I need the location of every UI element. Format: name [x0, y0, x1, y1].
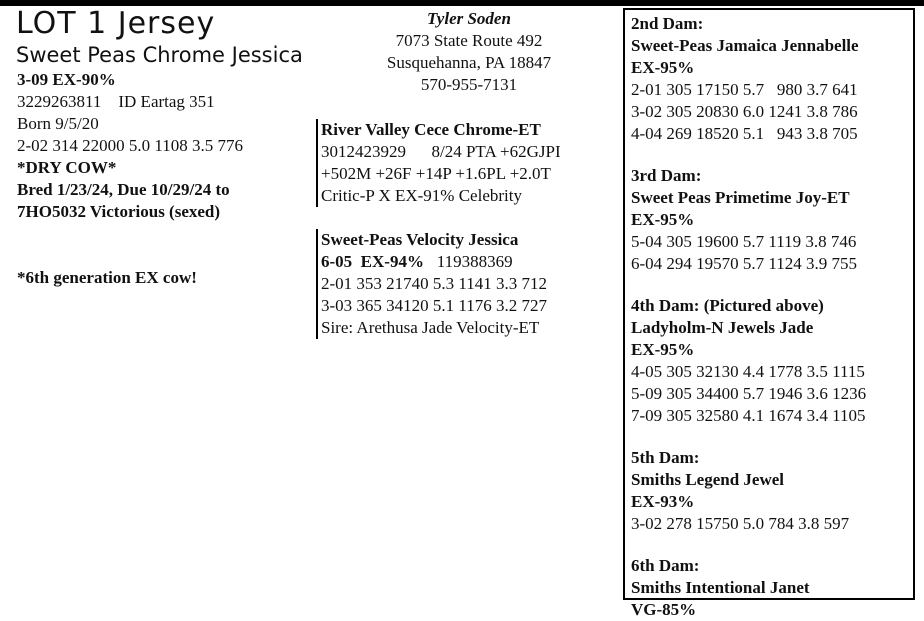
ancestor-4th-dam — [631, 295, 913, 427]
owner-address-2: Susquehanna, PA 18847 — [386, 53, 552, 72]
ancestor-class: VG-85% — [631, 600, 697, 619]
owner-name: Tyler Soden — [427, 9, 511, 28]
ancestor-record: 3-02 305 20830 6.0 1241 3.8 786 — [631, 102, 858, 121]
cow-record: 2-02 314 22000 5.0 1108 3.5 776 — [17, 136, 244, 155]
dam-id: 119388369 — [423, 252, 513, 271]
dam-block — [316, 229, 547, 339]
ancestor-record: 5-04 305 19600 5.7 1119 3.8 746 — [631, 232, 857, 251]
ancestor-3rd-dam — [631, 165, 913, 275]
ancestor-5th-dam — [631, 447, 913, 535]
ancestor-name: Sweet Peas Primetime Joy-ET — [631, 188, 850, 207]
ancestor-heading: 4th Dam: (Pictured above) — [631, 296, 824, 315]
ancestor-heading: 2nd Dam: — [631, 14, 704, 33]
cow-info — [17, 69, 243, 289]
ancestor-class: EX-95% — [631, 58, 695, 77]
ancestor-record: 2-01 305 17150 5.7 980 3.7 641 — [631, 80, 858, 99]
cow-ids: 3229263811 ID Eartag 351 — [17, 92, 215, 111]
dam-name: Sweet-Peas Velocity Jessica — [321, 230, 519, 249]
ancestor-6th-dam — [631, 555, 913, 621]
ancestor-record: 4-04 269 18520 5.1 943 3.8 705 — [631, 124, 858, 143]
sire-line-3: Critic-P X EX-91% Celebrity — [321, 186, 522, 205]
ancestor-name: Smiths Intentional Janet — [631, 578, 810, 597]
cow-name: Sweet Peas Chrome Jessica — [16, 43, 303, 67]
ancestor-class: EX-93% — [631, 492, 695, 511]
owner-phone: 570-955-7131 — [420, 75, 518, 94]
dam-record-2: 3-03 365 34120 5.1 1176 3.2 727 — [321, 296, 548, 315]
ancestor-record: 3-02 278 15750 5.0 784 3.8 597 — [631, 514, 850, 533]
ancestor-name: Smiths Legend Jewel — [631, 470, 784, 489]
ancestor-2nd-dam — [631, 13, 913, 145]
owner-address-1: 7073 State Route 492 — [395, 31, 543, 50]
ancestor-class: EX-95% — [631, 210, 695, 229]
bred-line-2: 7HO5032 Victorious (sexed) — [17, 202, 221, 221]
dam-record-1: 2-01 353 21740 5.3 1141 3.3 712 — [321, 274, 548, 293]
ancestor-record: 4-05 305 32130 4.4 1778 3.5 1115 — [631, 362, 865, 381]
bred-line-1: Bred 1/23/24, Due 10/29/24 to — [17, 180, 230, 199]
ancestor-name: Sweet-Peas Jamaica Jennabelle — [631, 36, 859, 55]
ancestor-record: 7-09 305 32580 4.1 1674 3.4 1105 — [631, 406, 866, 425]
cow-classification: 3-09 EX-90% — [17, 70, 116, 89]
ancestor-heading: 3rd Dam: — [631, 166, 702, 185]
cow-born: Born 9/5/20 — [17, 114, 99, 133]
cow-status: *DRY COW* — [17, 158, 117, 177]
owner-block — [330, 8, 608, 96]
pedigree-box — [623, 8, 915, 619]
lot-title: LOT 1 Jersey — [16, 6, 216, 41]
sire-block — [316, 119, 561, 207]
ancestor-record: 6-04 294 19570 5.7 1124 3.9 755 — [631, 254, 858, 273]
ancestor-record: 5-09 305 34400 5.7 1946 3.6 1236 — [631, 384, 867, 403]
cow-note: *6th generation EX cow! — [17, 268, 197, 287]
sire-line-2: +502M +26F +14P +1.6PL +2.0T — [321, 164, 551, 183]
dam-sire: Sire: Arethusa Jade Velocity-ET — [321, 318, 540, 337]
sire-line-1: 3012423929 8/24 PTA +62GJPI — [321, 142, 561, 161]
ancestor-heading: 6th Dam: — [631, 556, 700, 575]
dam-class: 6-05 EX-94% — [321, 252, 424, 271]
ancestor-name: Ladyholm-N Jewels Jade — [631, 318, 814, 337]
ancestor-class: EX-95% — [631, 340, 695, 359]
ancestor-heading: 5th Dam: — [631, 448, 700, 467]
sire-name: River Valley Cece Chrome-ET — [321, 120, 541, 139]
dam-class-row — [321, 251, 547, 273]
